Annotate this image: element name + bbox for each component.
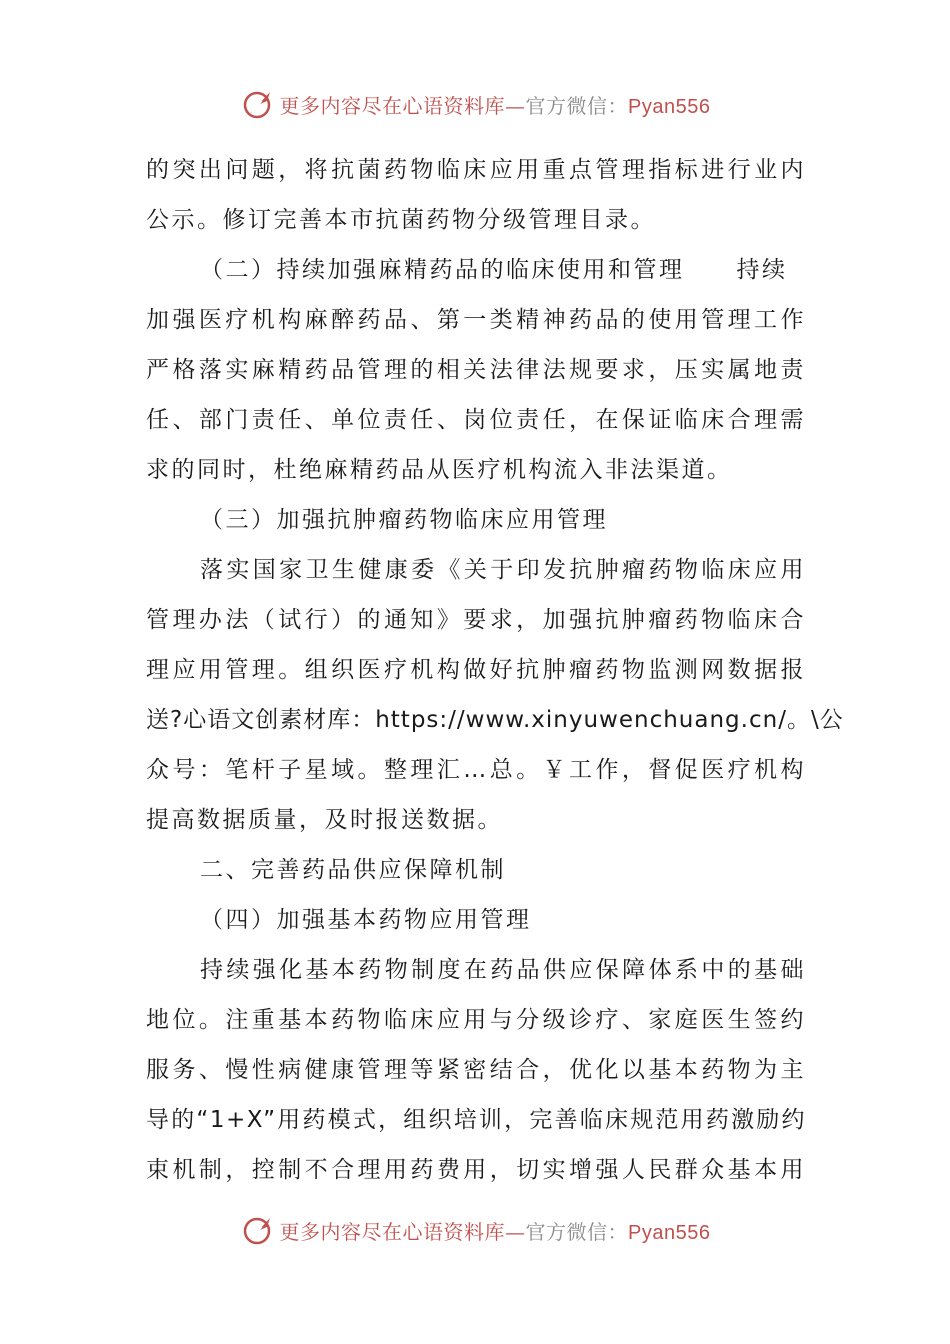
- header-banner: [0, 84, 950, 124]
- text-line: 送?心语文创素材库：https://www.xinyuwenchuang.cn/。\公: [146, 707, 844, 733]
- footer-banner: [0, 1210, 950, 1250]
- section-heading-3: （三）加强抗肿瘤药物临床应用管理: [200, 507, 608, 533]
- text-line: 众号：笔杆子星域。整理汇…总。￥工作，督促医疗机构: [146, 757, 806, 783]
- text-line: 导的“1+X”用药模式，组织培训，完善临床规范用药激励约: [146, 1107, 806, 1133]
- banner-text: 更多内容尽在心语资料库—官方微信：Pyan556: [279, 1219, 711, 1244]
- text-line: 加强医疗机构麻醉药品、第一类精神药品的使用管理工作: [146, 307, 806, 333]
- text-line: 严格落实麻精药品管理的相关法律法规要求，压实属地责: [146, 357, 806, 383]
- document-body: [146, 145, 844, 1195]
- text-line: 服务、慢性病健康管理等紧密结合，优化以基本药物为主: [146, 1057, 806, 1083]
- section-heading-2: （二）持续加强麻精药品的临床使用和管理 持续: [200, 257, 788, 283]
- section-heading-4: （四）加强基本药物应用管理: [200, 907, 532, 933]
- text-line: 提高数据质量，及时报送数据。: [146, 807, 503, 833]
- text-line: 任、部门责任、单位责任、岗位责任，在保证临床合理需: [146, 407, 806, 433]
- text-line: 的突出问题，将抗菌药物临床应用重点管理指标进行业内: [146, 157, 806, 183]
- chapter-heading-2: 二、完善药品供应保障机制: [200, 857, 506, 883]
- text-line: 公示。修订完善本市抗菌药物分级管理目录。: [146, 207, 656, 233]
- quill-logo-icon: [240, 86, 276, 122]
- banner-text: 更多内容尽在心语资料库—官方微信：Pyan556: [279, 93, 711, 118]
- quill-logo-icon: [240, 1212, 276, 1248]
- text-line: 地位。注重基本药物临床应用与分级诊疗、家庭医生签约: [146, 1007, 806, 1033]
- text-line: 管理办法（试行）的通知》要求，加强抗肿瘤药物临床合: [146, 607, 806, 633]
- text-line: 持续强化基本药物制度在药品供应保障体系中的基础: [200, 957, 806, 983]
- text-line: 束机制，控制不合理用药费用，切实增强人民群众基本用: [146, 1157, 806, 1183]
- text-line: 落实国家卫生健康委《关于印发抗肿瘤药物临床应用: [200, 557, 806, 583]
- text-line: 理应用管理。组织医疗机构做好抗肿瘤药物监测网数据报: [146, 657, 806, 683]
- text-line: 求的同时，杜绝麻精药品从医疗机构流入非法渠道。: [146, 457, 733, 483]
